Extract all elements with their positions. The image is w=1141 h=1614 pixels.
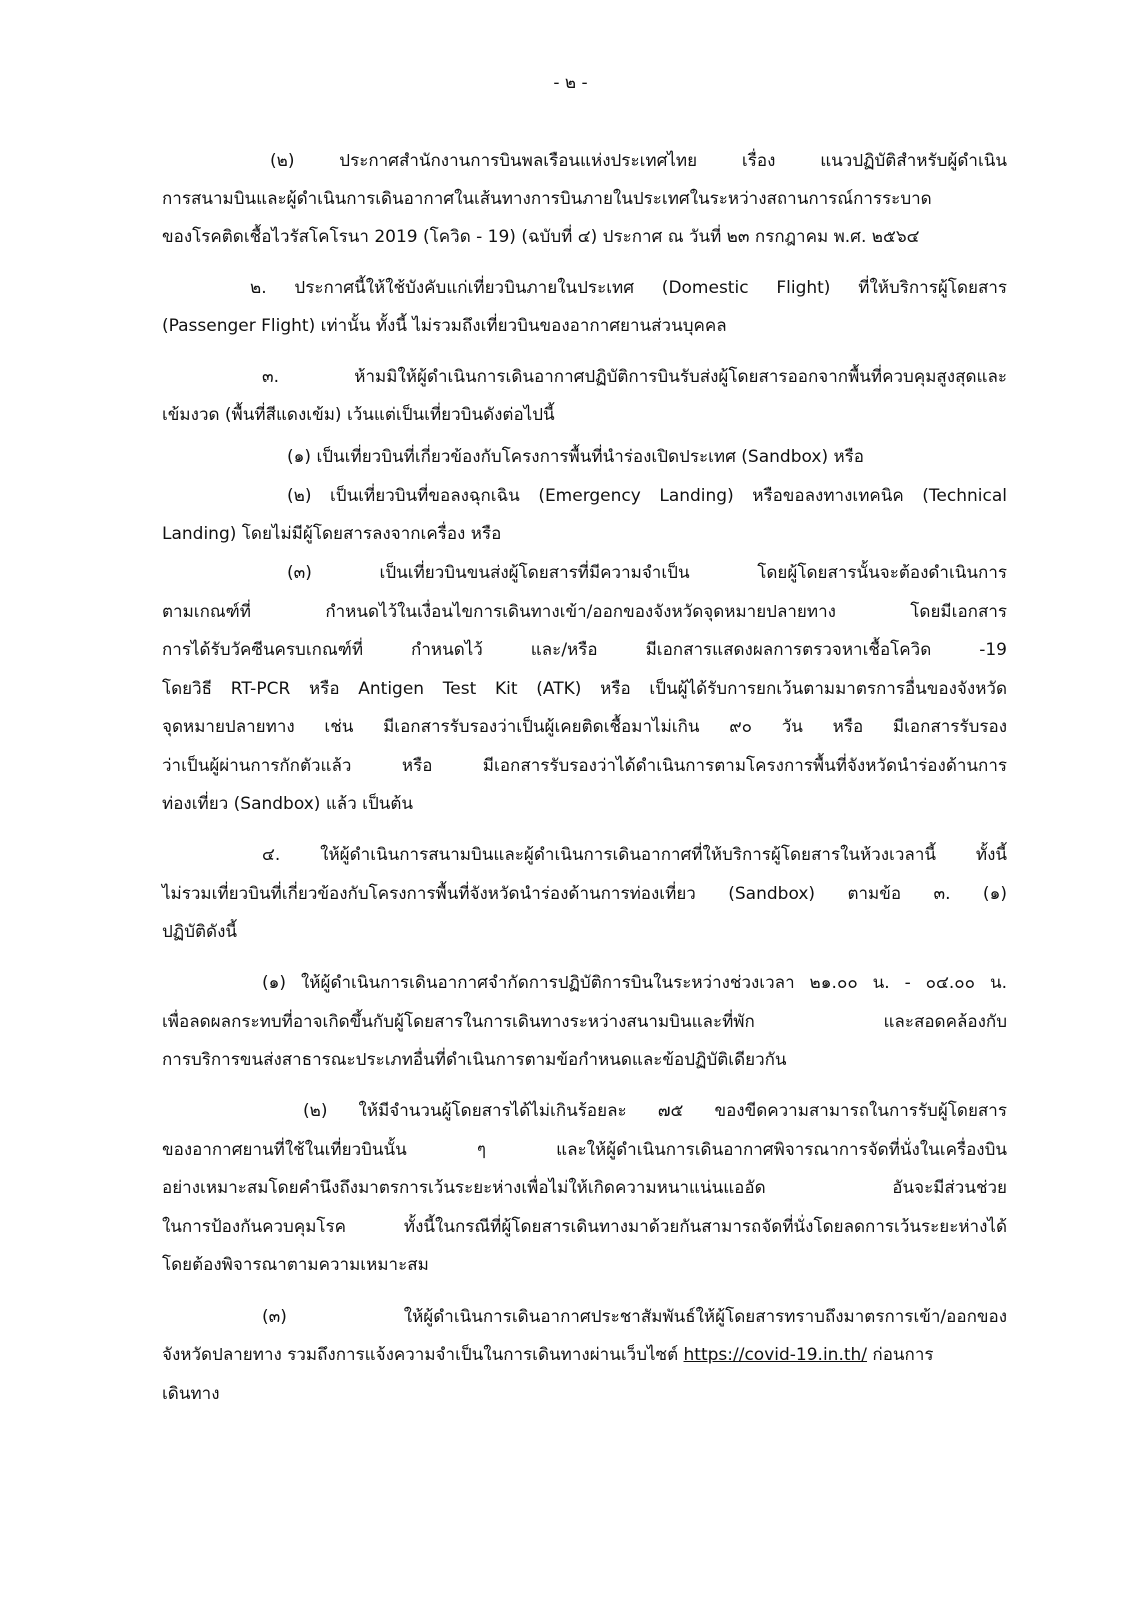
text-line: Landing) โดยไม่มีผู้โดยสารลงจากเครื่อง หรือ: [162, 524, 502, 544]
text-line: (๒) เป็นเที่ยวบินที่ขอลงฉุกเฉิน (Emergency Landing) หรือขอลงทางเทคนิค (Technical: [287, 486, 1007, 506]
text-line: (๓) ให้ผู้ดำเนินการเดินอากาศประชาสัมพันธ์ให้ผู้โดยสารทราบถึงมาตรการเข้า/ออกของ: [262, 1307, 1007, 1327]
text-line: [162, 1344, 1007, 1366]
text-line: จุดหมายปลายทาง เช่น มีเอกสารรับรองว่าเป็นผู้เคยติดเชื้อมาไม่เกิน ๙๐ วัน หรือ มีเอกสารรับรอง: [162, 717, 1007, 737]
text-line: ท่องเที่ยว (Sandbox) แล้ว เป็นต้น: [162, 794, 414, 814]
text-line: ปฏิบัติดังนี้: [162, 922, 237, 942]
text-line: การได้รับวัคซีนครบเกณฑ์ที่ กำหนดไว้ และ/หรือ มีเอกสารแสดงผลการตรวจหาเชื้อโควิด -19: [162, 640, 1007, 660]
text-line: (Passenger Flight) เท่านั้น ทั้งนี้ ไม่รวมถึงเที่ยวบินของอากาศยานส่วนบุคคล: [162, 316, 727, 336]
text-line: ไม่รวมเที่ยวบินที่เกี่ยวข้องกับโครงการพื้นที่จังหวัดนำร่องด้านการท่องเที่ยว (Sandbox) ตามข้อ ๓. (๑): [162, 884, 1007, 904]
text-line: (๓) เป็นเที่ยวบินขนส่งผู้โดยสารที่มีความจำเป็น โดยผู้โดยสารนั้นจะต้องดำเนินการ: [287, 563, 1007, 583]
page-number: - ๒ -: [553, 73, 588, 93]
text-line: โดยวิธี RT-PCR หรือ Antigen Test Kit (ATK) หรือ เป็นผู้ได้รับการยกเว้นตามมาตรการอื่นของจังหวัด: [162, 679, 1007, 699]
text-segment: ก่อนการ: [867, 1345, 934, 1365]
text-line: เข้มงวด (พื้นที่สีแดงเข้ม) เว้นแต่เป็นเที่ยวบินดังต่อไปนี้: [162, 405, 555, 425]
text-line: ของอากาศยานที่ใช้ในเที่ยวบินนั้น ๆ และให้ผู้ดำเนินการเดินอากาศพิจารณาการจัดที่นั่งในเครื่องบิน: [162, 1140, 1007, 1160]
text-line: ๒. ประกาศนี้ให้ใช้บังคับแก่เที่ยวบินภายในประเทศ (Domestic Flight) ที่ให้บริการผู้โดยสาร: [250, 278, 1007, 298]
text-line: (๑) ให้ผู้ดำเนินการเดินอากาศจำกัดการปฏิบัติการบินในระหว่างช่วงเวลา ๒๑.๐๐ น. - ๐๔.๐๐ น.: [262, 973, 1007, 993]
text-line: การบริการขนส่งสาธารณะประเภทอื่นที่ดำเนินการตามข้อกำหนดและข้อปฏิบัติเดียวกัน: [162, 1050, 787, 1070]
text-line: เพื่อลดผลกระทบที่อาจเกิดขึ้นกับผู้โดยสารในการเดินทางระหว่างสนามบินและที่พัก และสอดคล้องกับ: [162, 1012, 1007, 1032]
clause-3-1: (๑) เป็นเที่ยวบินที่เกี่ยวข้องกับโครงการพื้นที่นำร่องเปิดประเทศ (Sandbox) หรือ: [287, 447, 865, 467]
text-line: (๒) ประกาศสำนักงานการบินพลเรือนแห่งประเทศไทย เรื่อง แนวปฏิบัติสำหรับผู้ดำเนิน: [270, 151, 1007, 171]
text-segment: จังหวัดปลายทาง รวมถึงการแจ้งความจำเป็นในการเดินทางผ่านเว็บไซต์: [162, 1345, 684, 1365]
text-line: ตามเกณฑ์ที่ กำหนดไว้ในเงื่อนไขการเดินทางเข้า/ออกของจังหวัดจุดหมายปลายทาง โดยมีเอกสาร: [162, 602, 1007, 622]
text-line: อย่างเหมาะสมโดยคำนึงถึงมาตรการเว้นระยะห่างเพื่อไม่ให้เกิดความหนาแน่นแออัด อันจะมีส่วนช่วย: [162, 1178, 1007, 1198]
text-line: (๒) ให้มีจำนวนผู้โดยสารได้ไม่เกินร้อยละ ๗๕ ของขีดความสามารถในการรับผู้โดยสาร: [303, 1101, 1007, 1121]
covid-website-link[interactable]: https://covid-19.in.th/: [683, 1345, 868, 1365]
text-line: เดินทาง: [162, 1384, 220, 1404]
text-line: ๔. ให้ผู้ดำเนินการสนามบินและผู้ดำเนินการเดินอากาศที่ให้บริการผู้โดยสารในห้วงเวลานี้ ทั้งนี้: [262, 845, 1007, 865]
text-line: ในการป้องกันควบคุมโรค ทั้งนี้ในกรณีที่ผู้โดยสารเดินทางมาด้วยกันสามารถจัดที่นั่งโดยลดการเว้นระยะห่างได้: [162, 1217, 1007, 1237]
text-line: ของโรคติดเชื้อไวรัสโคโรนา 2019 (โควิด - 19) (ฉบับที่ ๔) ประกาศ ณ วันที่ ๒๓ กรกฎาคม พ.ศ. ๒๕๖๔: [162, 227, 920, 247]
text-line: ๓. ห้ามมิให้ผู้ดำเนินการเดินอากาศปฏิบัติการบินรับส่งผู้โดยสารออกจากพื้นที่ควบคุมสูงสุดและ: [262, 367, 1007, 387]
text-line: โดยต้องพิจารณาตามความเหมาะสม: [162, 1255, 429, 1275]
text-line: การสนามบินและผู้ดำเนินการเดินอากาศในเส้นทางการบินภายในประเทศในระหว่างสถานการณ์การระบาด: [162, 189, 932, 209]
text-line: ว่าเป็นผู้ผ่านการกักตัวแล้ว หรือ มีเอกสารรับรองว่าได้ดำเนินการตามโครงการพื้นที่จังหวัดนำร่องด้านการ: [162, 756, 1007, 776]
